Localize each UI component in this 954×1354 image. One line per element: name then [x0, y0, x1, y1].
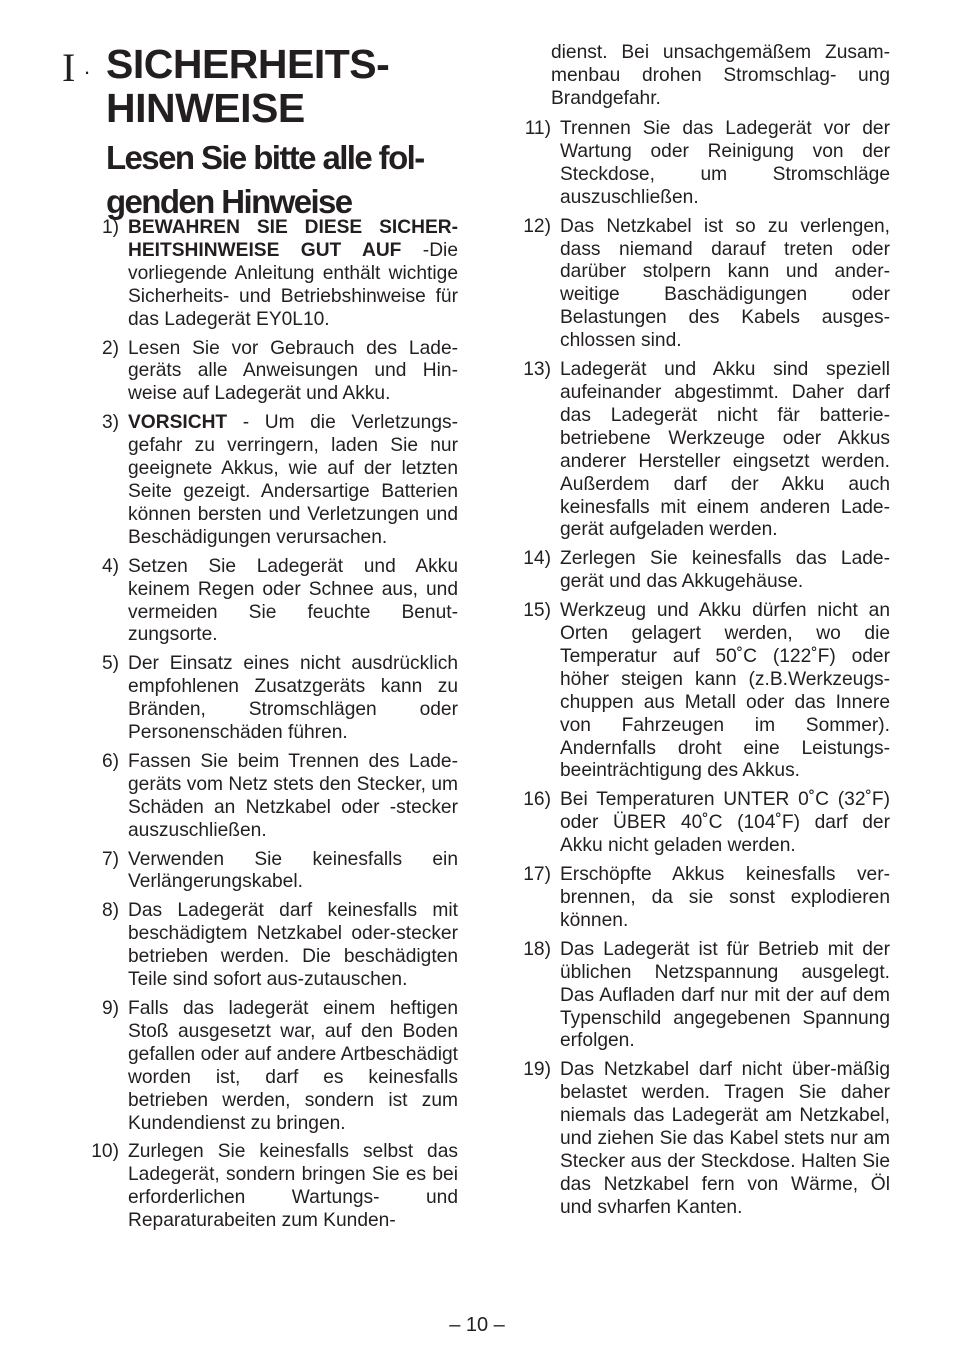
list-item — [62, 751, 458, 843]
list-item — [508, 1059, 890, 1219]
title-line-1: SICHERHEITS- — [106, 41, 390, 87]
list-item — [62, 412, 458, 549]
item-body: -Die vorliegende Anleitung enthält wichtige Sicherheits- und Betriebshinweise für das Ladegerät EY0L10. — [128, 239, 458, 330]
item-number: 18) — [523, 938, 551, 960]
item-number: 10) — [91, 1141, 119, 1163]
right-instruction-list — [508, 118, 890, 1226]
item-number: 3) — [101, 412, 119, 434]
item-number: 14) — [523, 548, 551, 570]
title-line-2: HINWEISE — [106, 85, 305, 131]
list-item — [62, 900, 458, 992]
page-number: – 10 – — [449, 1314, 505, 1336]
item-text: Das Ladegerät ist für Betrieb mit der üblichen Netzspannung ausgelegt. Das Aufladen darf nur mit der auf dem Typenschild angegebenen Spannung erfolgen. — [560, 938, 890, 1052]
item-text — [119, 849, 458, 895]
list-item — [62, 849, 458, 895]
item-number: 11) — [524, 118, 551, 139]
item-text — [119, 1141, 458, 1233]
item-body: Der Einsatz eines nicht ausdrücklich empfohlenen Zusatzgeräts kann zu Bränden, Stromschlägen oder Personenschäden führen. — [128, 653, 458, 744]
list-item — [62, 338, 458, 407]
item-body: Lesen Sie vor Gebrauch des Lade-geräts alle Anweisungen und Hin-weise auf Ladegerät und Akku. — [128, 337, 458, 405]
list-item — [508, 600, 890, 783]
item-bold-lead: BEWAHREN SIE DIESE SICHER-HEITSHINWEISE GUT AUF — [128, 217, 458, 261]
item-number: 7) — [101, 848, 119, 870]
list-item — [62, 998, 458, 1135]
list-item — [62, 217, 458, 332]
list-item — [508, 359, 890, 542]
item-number: 13) — [523, 359, 551, 381]
list-item — [62, 556, 458, 648]
item-number: 4) — [101, 555, 119, 577]
item-bold-lead: VORSICHT — [128, 412, 228, 434]
page-title — [106, 42, 389, 130]
list-item — [508, 789, 890, 858]
item-number: 6) — [101, 750, 119, 772]
list-item — [508, 118, 890, 210]
item-10-continuation: dienst. Bei unsachgemäßem Zusam-menbau drohen Stromschlag- ung Brandgefahr. — [551, 42, 890, 109]
subtitle-line-2: genden Hinweise — [106, 183, 352, 220]
item-body: - Um die Verletzungs-gefahr zu verringern, laden Sie nur geeignete Akkus, wie auf der letzten Seite gezeigt. Andersartige Batterien können bersten und Verletzungen und Beschädigungen verursachen. — [128, 412, 458, 548]
list-item — [62, 1141, 458, 1233]
item-text — [119, 751, 458, 843]
continued-text — [508, 42, 890, 111]
item-text: Erschöpfte Akkus keinesfalls ver-brennen, da sie sonst explodieren können. — [560, 864, 890, 931]
item-number: 8) — [101, 900, 119, 922]
item-number: 12) — [523, 215, 551, 237]
item-text: Ladegerät und Akku sind speziell aufeinander abgestimmt. Daher darf das Ladegerät nicht fär batterie-betriebene Werkzeuge oder Akkus anderer Hersteller eingsetzt werden. Außerdem darf der Akku auch keinesfalls mit einem anderen Lade-gerät aufgeladen werden. — [560, 359, 890, 541]
item-number: 15) — [523, 600, 551, 622]
left-instruction-list — [62, 217, 458, 1239]
item-text: Das Netzkabel darf nicht über-mäßig belastet werden. Tragen Sie daher niemals das Ladegerät am Netzkabel, und ziehen Sie das Kabel stets nur am Stecker aus der Steckdose. Halten Sie das Netzkabel fern von Wärme, Öl und svharfen Kanten. — [560, 1059, 890, 1218]
list-item — [508, 216, 890, 353]
item-body: Verwenden Sie keinesfalls ein Verlängerungskabel. — [128, 848, 458, 893]
item-body: Falls das ladegerät einem heftigen Stoß ausgesetzt war, auf den Boden gefallen oder auf andere Artbeschädigt worden ist, darf es keinesfalls betrieben werden, sondern ist zum Kundendienst zu bringen. — [128, 998, 458, 1134]
list-item — [508, 864, 890, 933]
section-roman-dot: . — [84, 54, 91, 79]
item-text: Zerlegen Sie keinesfalls das Lade-gerät und das Akkugehäuse. — [560, 548, 890, 593]
item-body: Setzen Sie Ladegerät und Akku keinem Regen oder Schnee aus, und vermeiden Sie feuchte Benut-zungsorte. — [128, 555, 458, 646]
item-text — [119, 556, 458, 648]
item-text: Das Netzkabel ist so zu verlengen, dass niemand darauf treten oder darüber stolpern kann und ander-weitige Baschädigungen oder Belastungen des Kabels ausges-chlossen sind. — [560, 215, 890, 352]
item-text — [119, 653, 458, 745]
item-number: 5) — [101, 653, 119, 675]
list-item — [62, 653, 458, 745]
item-body: Fassen Sie beim Trennen des Lade-geräts vom Netz stets den Stecker, um Schäden an Netzkabel oder -stecker auszuschließen. — [128, 750, 458, 841]
item-text — [119, 338, 458, 407]
item-body: Zurlegen Sie keinesfalls selbst das Ladegerät, sondern bringen Sie es bei erforderlichen Wartungs- und Reparaturabeiten zum Kunden- — [128, 1141, 458, 1232]
item-text — [119, 217, 458, 332]
item-text — [119, 412, 458, 549]
item-number: 9) — [101, 998, 119, 1019]
item-text — [119, 998, 458, 1135]
item-text: Bei Temperaturen UNTER 0˚C (32˚F) oder ÜBER 40˚C (104˚F) darf der Akku nicht geladen werden. — [560, 789, 890, 857]
subtitle-line-1: Lesen Sie bitte alle fol- — [106, 139, 424, 176]
item-number: 17) — [523, 864, 551, 886]
item-text: Trennen Sie das Ladegerät vor der Wartung oder Reinigung von der Steckdose, um Stromschläge auszuschließen. — [560, 118, 890, 208]
list-item — [508, 548, 890, 594]
item-number: 1) — [101, 217, 119, 238]
section-roman-numeral: I — [62, 45, 76, 90]
item-number: 2) — [101, 337, 119, 359]
item-body: Das Ladegerät darf keinesfalls mit beschädigtem Netzkabel oder-stecker betrieben werden. Die beschädigten Teile sind sofort aus-zutauschen. — [128, 900, 458, 991]
list-item — [508, 939, 890, 1054]
item-number: 19) — [523, 1059, 551, 1081]
item-text: Werkzeug und Akku dürfen nicht an Orten gelagert werden, wo die Temperatur auf 50˚C (122˚F) oder höher steigen kann (z.B.Werkzeugs-chuppen aus Metall oder das Innere von Fahrzeugen im Sommer). Andernfalls droht eine Leistungs-beeinträchtigung des Akkus. — [560, 600, 890, 782]
item-text — [119, 900, 458, 992]
item-number: 16) — [523, 789, 551, 811]
page-subtitle — [106, 136, 424, 224]
